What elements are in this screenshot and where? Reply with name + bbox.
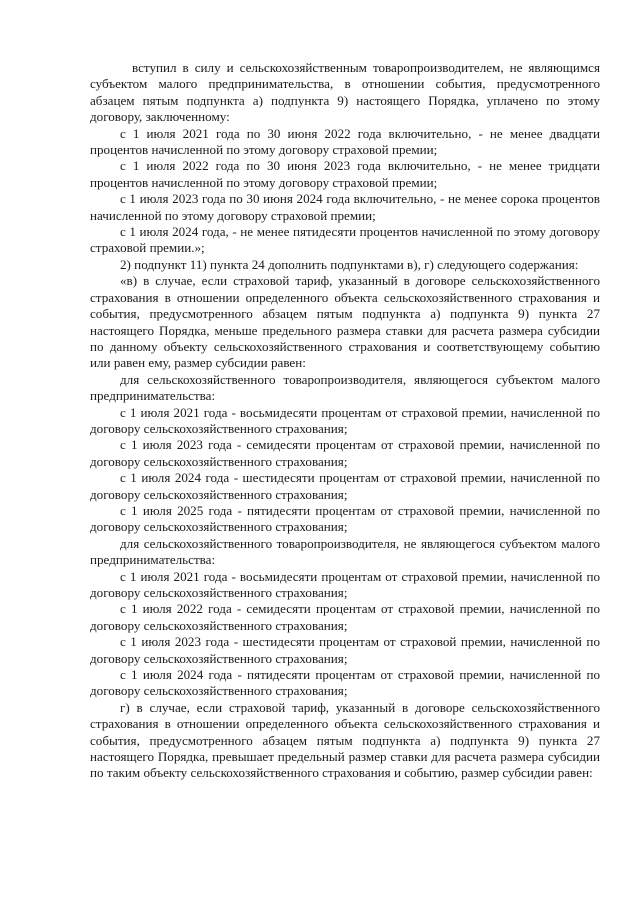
paragraph-period-2024: с 1 июля 2024 года, - не менее пятидесяти процентов начисленной по этому договору страховой премии.»; xyxy=(90,224,600,256)
paragraph-large-2024: с 1 июля 2024 года - пятидесяти процентам от страховой премии, начисленной по договору сельскохозяйственного страхования; xyxy=(90,667,600,699)
paragraph-item-2: 2) подпункт 11) пункта 24 дополнить подпунктами в), г) следующего содержания: xyxy=(120,256,579,272)
paragraph-small-2021: с 1 июля 2021 года - восьмидесяти процентам от страховой премии, начисленной по договору сельскохозяйственного страхования; xyxy=(90,404,600,436)
paragraph-small-2023: с 1 июля 2023 года - семидесяти процентам от страховой премии, начисленной по договору сельскохозяйственного страхования; xyxy=(90,437,600,469)
paragraph-small-business-heading: для сельскохозяйственного товаропроизводителя, являющегося субъектом малого предпринимательства: xyxy=(90,371,600,404)
paragraph-large-business-heading: для сельскохозяйственного товаропроизводителя, не являющегося субъектом малого предпринимательства: xyxy=(90,535,600,568)
paragraph-period-2022: с 1 июля 2022 года по 30 июня 2023 года включительно, - не менее тридцати процентов начисленной по этому договору страховой премии; xyxy=(90,158,600,190)
paragraph-small-2025: с 1 июля 2025 года - пятидесяти процентам от страховой премии, начисленной по договору сельскохозяйственного страхования; xyxy=(90,502,600,535)
paragraph-intro: вступил в силу и сельскохозяйственным товаропроизводителем, не являющимся субъектом малого предпринимательства, в отношении события, предусмотренного абзацем пятым подпункта а) подпункта 9) настоящего Порядка, уплачено по этому договору, заключенному: xyxy=(90,60,600,125)
paragraph-period-2021: с 1 июля 2021 года по 30 июня 2022 года включительно, - не менее двадцати процентов начисленной по этому договору страховой премии; xyxy=(90,125,600,158)
paragraph-period-2023: с 1 июля 2023 года по 30 июня 2024 года включительно, - не менее сорока процентов начисленной по этому договору страховой премии; xyxy=(90,191,600,223)
paragraph-subitem-g: г) в случае, если страховой тариф, указанный в договоре сельскохозяйственного страхования в отношении определенного объекта сельскохозяйственного страхования и события, предусмотренного абзацем пятым подпункта а) подпункта 9) пункта 27 настоящего Порядка, превышает предельный размер ставки для расчета размера субсидии по таким объекту сельскохозяйственного страхования и событию, размер субсидии равен: xyxy=(90,699,600,781)
paragraph-large-2022: с 1 июля 2022 года - семидесяти процентам от страховой премии, начисленной по договору сельскохозяйственного страхования; xyxy=(90,601,600,633)
paragraph-large-2023: с 1 июля 2023 года - шестидесяти процентам от страховой премии, начисленной по договору сельскохозяйственного страхования; xyxy=(90,634,600,666)
paragraph-subitem-v: «в) в случае, если страховой тариф, указанный в договоре сельскохозяйственного страхования в отношении определенного объекта сельскохозяйственного страхования и события, предусмотренного абзацем пятым подпункта а) подпункта 9) пункта 27 настоящего Порядка, меньше предельного размера ставки для расчета размера субсидии по данному объекту сельскохозяйственного страхования и соответствующему событию или равен ему, размер субсидии равен: xyxy=(90,273,600,371)
paragraph-large-2021: с 1 июля 2021 года - восьмидесяти процентам от страховой премии, начисленной по договору сельскохозяйственного страхования; xyxy=(90,568,600,600)
paragraph-small-2024: с 1 июля 2024 года - шестидесяти процентам от страховой премии, начисленной по договору сельскохозяйственного страхования; xyxy=(90,470,600,502)
